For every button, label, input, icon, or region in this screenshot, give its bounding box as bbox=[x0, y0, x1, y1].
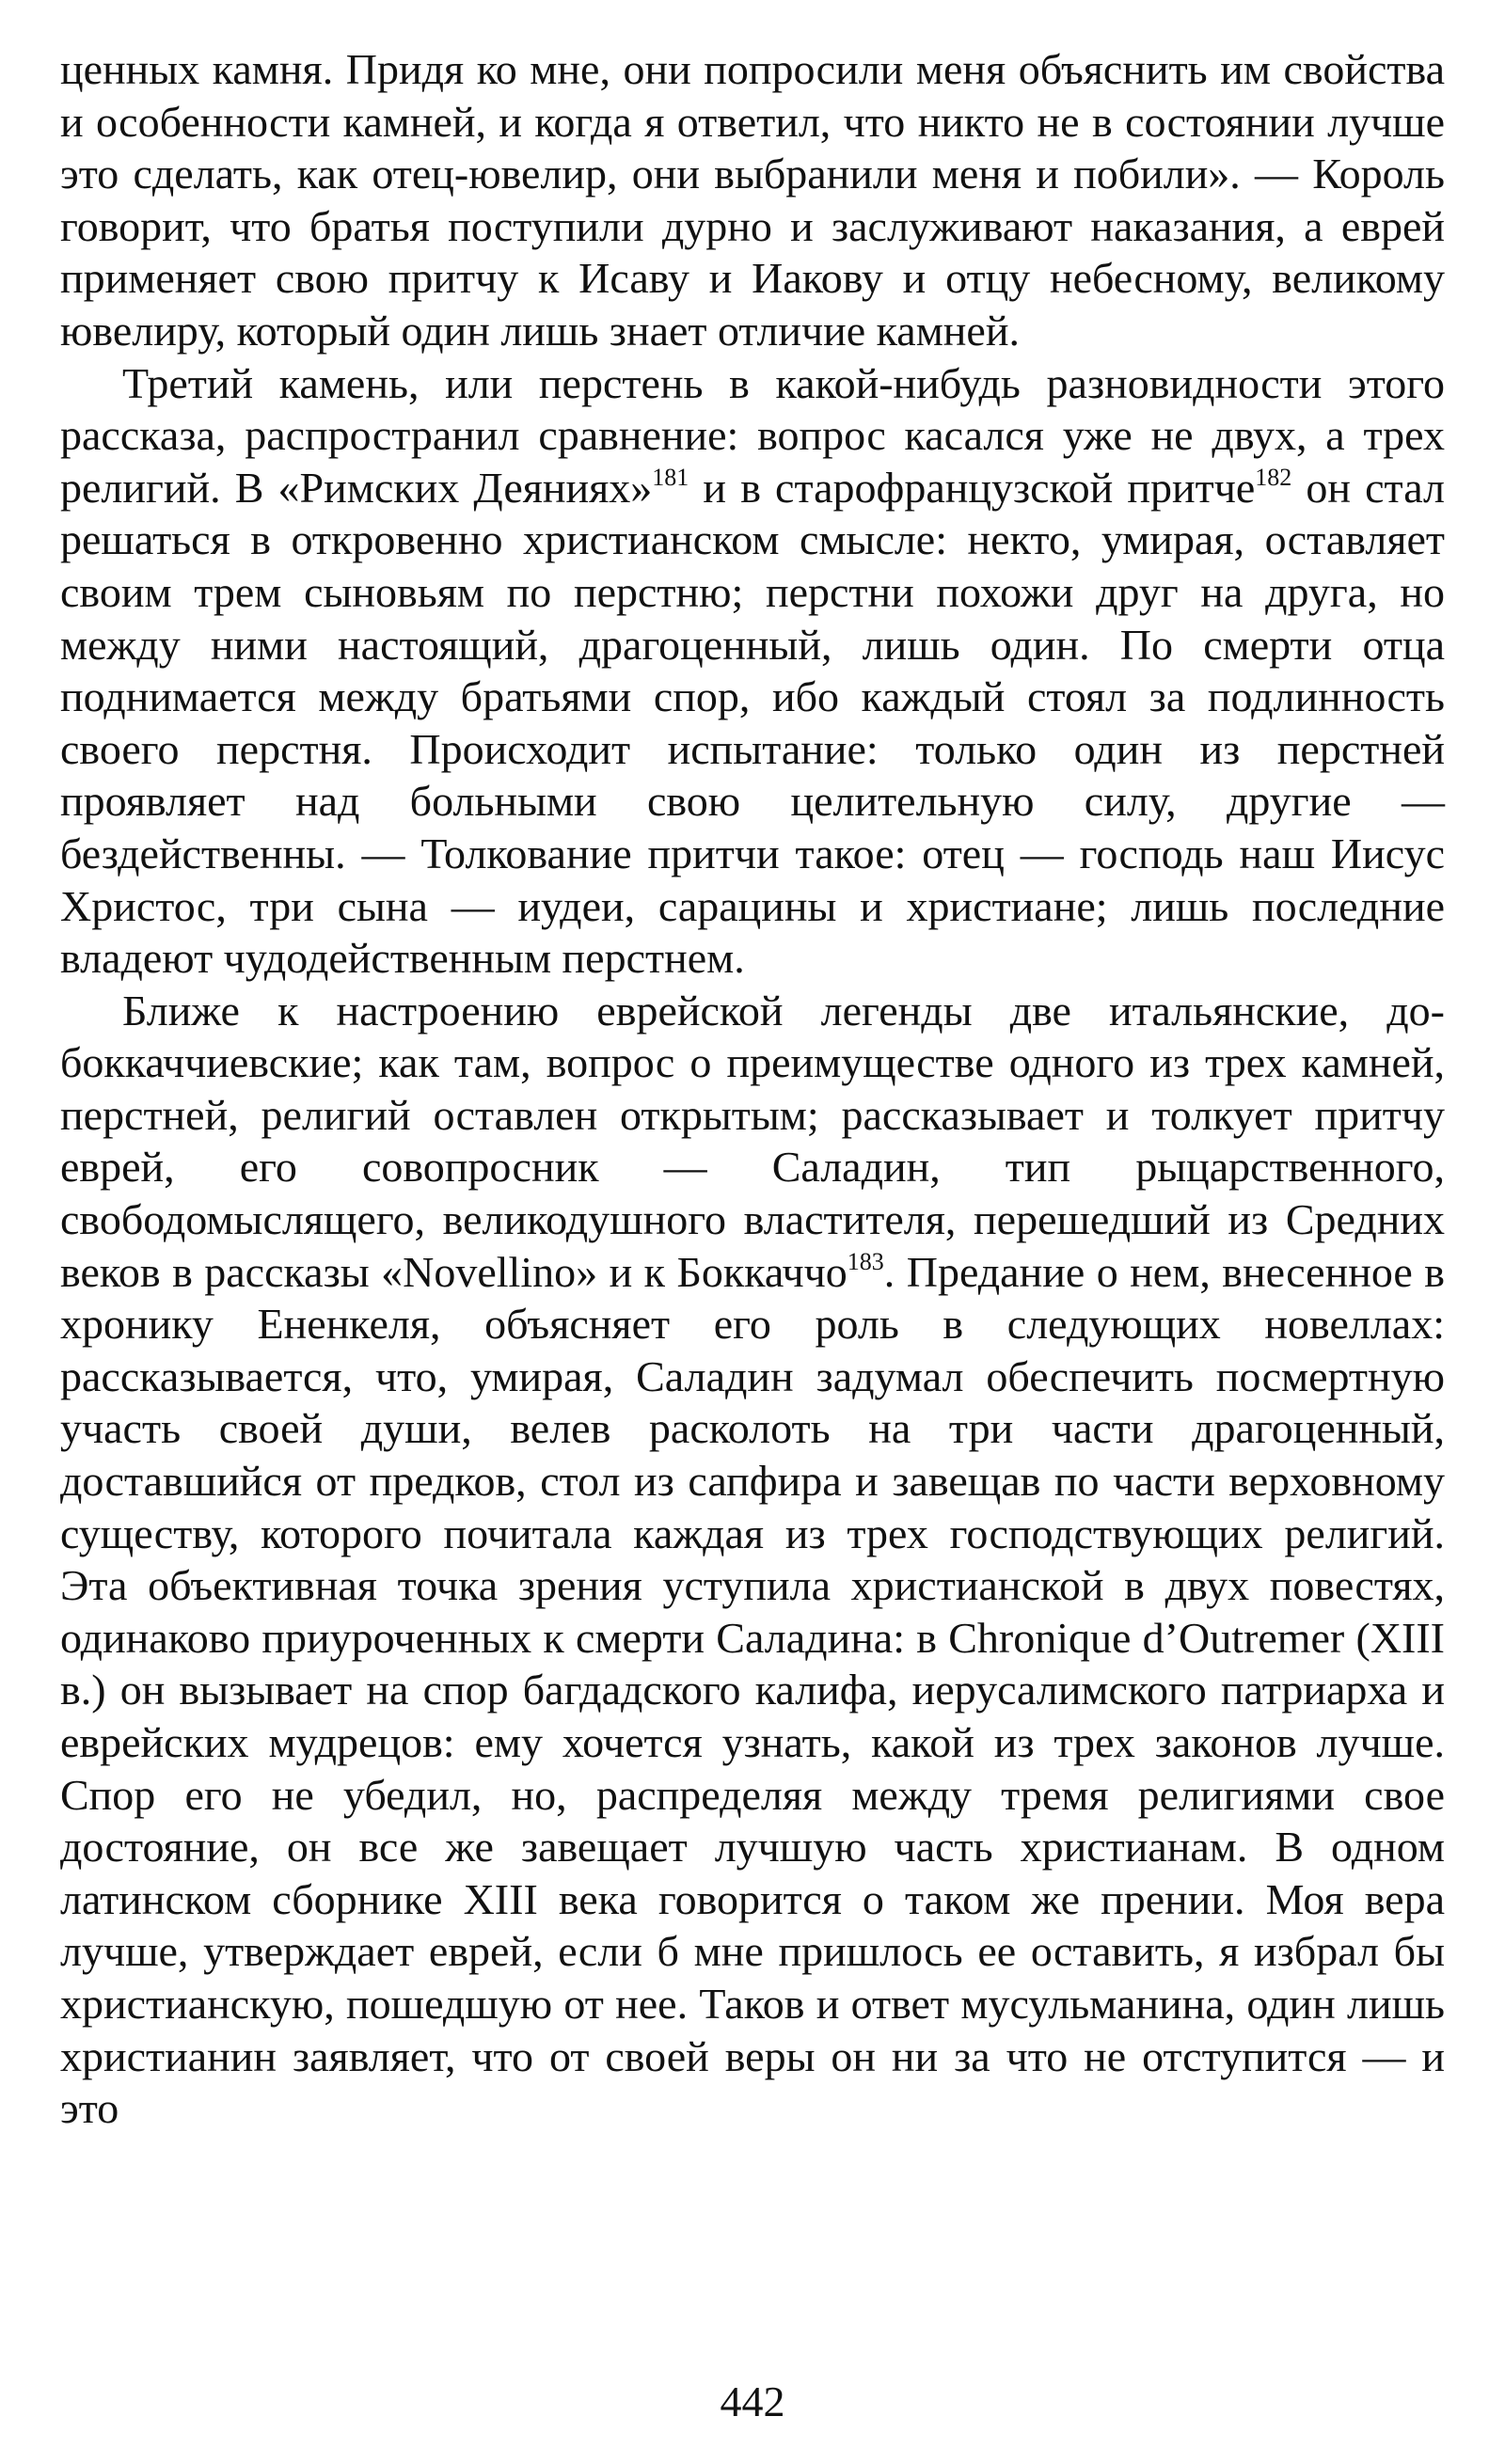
paragraph-3-text-b: . Предание о нем, внесенное в хронику Ененкеля, объясняет его роль в следующих новеллах: рассказывается, что, умирая, Саладин задумал обеспечить посмертную участь своей души, велев расколоть на три части драгоценный, доставшийся от предков, стол из сапфира и завещав по части верховному существу, которого почитала каждая из трех господствующих религий. Эта объективная точка зрения уступила христианской в двух повестях, одинаково приуроченных к смерти Саладина: в Chronique d’Outremer (XIII в.) он вызывает на спор багдадского калифа, иерусалимского патриарха и еврейских мудрецов: ему хочется узнать, какой из трех законов лучше. Спор его не убедил, но, распределяя между тремя религиями свое достояние, он все же завещает лучшую часть христианам. В одном латинском сборнике XIII века говорится о таком же прении. Моя вера лучше, утверждает еврей, если б мне пришлось ее оставить, я избрал бы христианскую, пошедшую от нее. Таков и ответ мусульманина, один лишь христианин заявляет, что от своей веры он ни за что не отступится — и это bbox=[60, 1247, 1446, 2133]
paragraph-2-text-c: он стал решаться в откровенно христианском смысле: некто, умирая, оставляет своим трем сыновьям по перстню; перстни похожи друг на друга, но между ними настоящий, драгоценный, лишь один. По смерти отца поднимается между братьями спор, ибо каждый стоял за подлинность своего перстня. Происходит испытание: только один из перстней проявляет над больными свою целительную силу, другие — бездейственны. — Толкование притчи такое: отец — господь наш Иисус Христос, три сына — иудеи, сарацины и христиане; лишь последние владеют чудодейственным перстнем. bbox=[60, 463, 1445, 983]
footnote-ref-183: 183 bbox=[847, 1247, 884, 1275]
paragraph-2-text-a: Третий камень, или перстень в какой-нибудь разновидности этого рассказа, распространил сравнение: вопрос касался уже не двух, а трех религий. В «Римских Деяниях» bbox=[60, 358, 1445, 512]
page-number: 442 bbox=[720, 2377, 785, 2425]
page-text bbox=[60, 43, 1445, 2319]
paragraph-1-text: ценных камня. Придя ко мне, они попросили меня объяснить им свойства и особенности камней, и когда я ответил, что никто не в состоянии лучше это сделать, как отец-ювелир, они выбранили меня и побили». — Король говорит, что братья поступили дурно и заслуживают наказания, а еврей применяет свою притчу к Исаву и Иакову и отцу небесному, великому ювелиру, который один лишь знает отличие камней. bbox=[60, 45, 1445, 355]
footnote-ref-182: 182 bbox=[1255, 463, 1292, 491]
footnote-ref-181: 181 bbox=[652, 463, 689, 491]
paragraph-3-text-a: Ближе к настроению еврейской легенды две итальянские, добоккаччиевские; как там, вопрос о преимуществе одного из трех камней, перстней, религий оставлен открытым; рассказывает и толкует притчу еврей, его совопросник — Саладин, тип рыцарственного, свободомыслящего, великодушного властителя, перешедший из Средних веков в рассказы «Novellino» и к Боккаччо bbox=[60, 986, 1445, 1296]
paragraph-3 bbox=[60, 985, 1445, 2135]
paragraph-2 bbox=[60, 357, 1445, 985]
paragraph-2-text-b: и в старофранцузской притче bbox=[689, 463, 1256, 512]
paragraph-1 bbox=[60, 43, 1445, 357]
